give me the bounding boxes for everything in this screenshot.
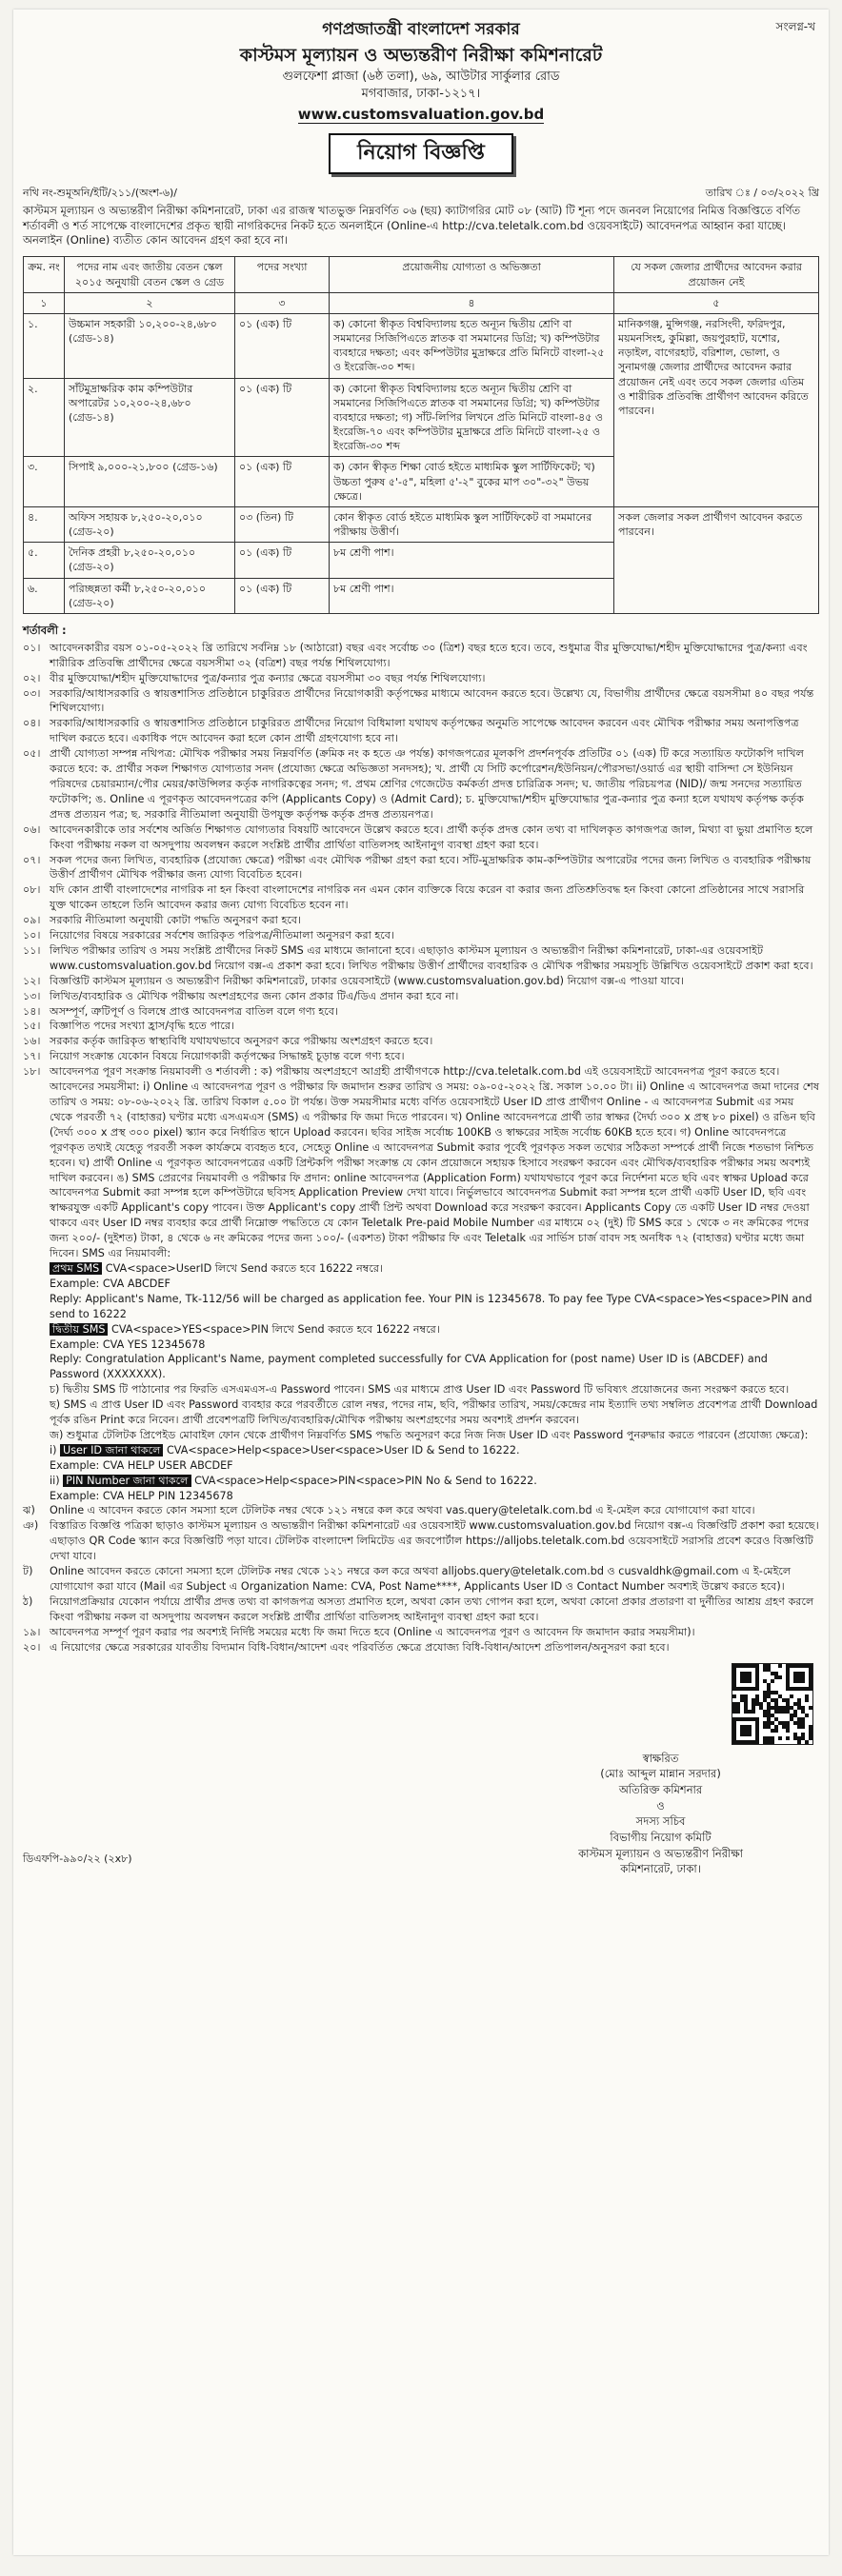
row-serial: ১. <box>24 313 65 378</box>
row-serial: ৫. <box>24 543 65 578</box>
condition-item-text: যদি কোন প্রার্থী বাংলাদেশের নাগরিক না হন কিংবা বাংলাদেশের নাগরিক নন এমন কোন ব্যক্তিকে বিয়ে করেন বা করার জন্য প্রতিশ্রুতিবদ্ধ হন কিংবা কোনো প্রতিষ্ঠানের সাথে সরাসরি যুক্ত থাকেন তাহলে তিনি আবেদন করার জন্য যোগ্য বিবেচিত হবেন না। <box>50 883 805 912</box>
condition-item-text: লিখিত/ব্যবহারিক ও মৌখিক পরীক্ষায় অংশগ্রহণের জন্য কোন প্রকার টিএ/ডিএ প্রদান করা হবে না। <box>50 989 459 1002</box>
final-conditions <box>13 1625 829 1655</box>
condition-item-text: আবেদনপত্র পূরণ সংক্রান্ত নিয়মাবলী ও শর্তাবলী : ক) পরীক্ষায় অংশগ্রহণে আগ্রহী প্রার্থীগণকে http://cva.teletalk.com.bd এই ওয়েবসাইটে আবেদনপত্র পূরণ করতে হবে। আবেদনের সময়সীমা: i) Online এ আবেদনপত্র পূরণ ও পরীক্ষার ফি জমাদান শুরুর তারিখ ও সময়: ০৯-০৫-২০২২ খ্রি. সকাল ১০.০০ টা। ii) Online এ আবেদনপত্র জমা দানের শেষ তারিখ ও সময়: ০৮-০৬-২০২২ খ্রি. তারিখ বিকাল ৫.০০ টা পর্যন্ত। উক্ত সময়সীমার মধ্যে বর্ণিত ওয়েবসাইটে User ID প্রাপ্ত প্রার্থীগণ Online - এ আবেদনপত্র Submit এর সময় থেকে পরবর্তী ৭২ (বাহাত্তর) ঘণ্টার মধ্যে এসএমএস (SMS) এ পরীক্ষার ফি জমা দিতে পারবেন। খ) Online আবেদনপত্রে প্রার্থী তার স্বাক্ষর (দৈর্ঘ্য ৩০০ x প্রস্থ ৮০ pixel) ও রঙিন ছবি (দৈর্ঘ্য ৩০০ x প্রস্থ ৩০০ pixel) স্ক্যান করে নির্ধারিত স্থানে Upload করবেন। ছবির সাইজ সর্বোচ্চ 100KB ও স্বাক্ষরের সাইজ সর্বোচ্চ 60KB হতে হবে। গ) Online আবেদনপত্রে পূরণকৃত তথ্যই যেহেতু পরবর্তী সকল কার্যক্রমে ব্যবহৃত হবে, সেহেতু Online এ আবেদনপত্র Submit করার পূর্বেই পূরণকৃত সকল তথ্যের সঠিকতা সম্পর্কে প্রার্থী নিজে শতভাগ নিশ্চিত হবেন। ঘ) প্রার্থী Online এ পূরণকৃত আবেদনপত্রের একটি প্রিন্টকপি পরীক্ষা সংক্রান্ত যে কোন প্রয়োজনে সহায়ক হিসাবে সংরক্ষণ করবেন এবং মৌখিক/ব্যবহারিক পরীক্ষার সময় অবশ্যই দাখিল করবেন। ঙ) SMS প্রেরণের নিয়মাবলী ও পরীক্ষার ফি প্রদান: online আবেদনপত্র (Application Form) যথাযথভাবে পূরণ করে নির্দেশনা মতে ছবি এবং স্বাক্ষর Upload করে আবেদনপত্র Submit করা সম্পন্ন হলে কম্পিউটারে ছবিসহ Application Preview দেখা যাবে। নির্ভুলভাবে আবেদনপত্র Submit করা সম্পন্ন হলে প্রার্থী একটি User ID, ছবি এবং স্বাক্ষরযুক্ত একটি Applicant's copy পাবেন। উক্ত Applicant's copy প্রার্থী প্রিন্ট অথবা Download করে সংরক্ষণ করবেন। Applicants Copy তে একটি User ID নম্বর দেওয়া থাকবে এবং User ID নম্বর ব্যবহার করে প্রার্থী নিম্নোক্ত পদ্ধতিতে যে কোন Teletalk Pre-paid Mobile Number এর মাধ্যমে ০২ (দুই) টি SMS করে ১ থেকে ৩ নং ক্রমিকের পদের জন্য ২০০/- (দুইশত) টাকা, ৪ থেকে ৬ নং ক্রমিকের পদের জন্য ১০০/- (একশত) টাকা পরীক্ষার ফি এবং Teletalk এর সার্ভিস চার্জ বাবদ সহ অনধিক ৭২ (বাহাত্তর) ঘণ্টার মধ্যে জমা দিবেন। SMS এর নিয়মাবলী: <box>50 1065 820 1260</box>
sms-note-password: চ) দ্বিতীয় SMS টি পাঠানোর পর ফিরতি এসএমএস-এ Password পাবেন। SMS এর মাধ্যমে প্রাপ্ত User ID এবং Password টি ভবিষ্যৎ প্রয়োজনের জন্য সংরক্ষণ করতে হবে। <box>50 1383 790 1397</box>
col-header-excluded-districts: যে সকল জেলার প্রার্থীদের আবেদন করার প্রয়োজন নেই <box>614 257 819 292</box>
address-line-1: গুলফেশা প্লাজা (৬ষ্ঠ তলা), ৬৯, আউটার সার্কুলার রোড <box>282 69 560 84</box>
pin-recovery-command: CVA<space>Help<space>PIN<space>PIN No & Send to 16222. <box>194 1474 537 1487</box>
row-post: উচ্চমান সহকারী ১০,২০০-২৪,৬৮০ (গ্রেড-১৪) <box>65 313 235 378</box>
conditions-title: শর্তাবলী : <box>23 623 67 637</box>
memo-date: তারিখ ঃ / ০৩/২০২২ খ্রি <box>705 186 819 199</box>
instruction-item-text: Online আবেদন করতে কোনো সমস্যা হলে টেলিটক নম্বর থেকে ১২১ নম্বরে কল করে অথবা alljobs.query@teletalk.com.bd ও cusvaldhk@gmail.com এ ই-মেইলে যোগাযোগ করা যাবে (Mail এর Subject এ Organization Name: CVA, Post Name****, Applicants User ID ও Contact Number অবশ্যই উল্লেখ করতে হবে)। <box>50 1565 792 1593</box>
row-excluded-districts: মানিকগঞ্জ, মুন্সিগঞ্জ, নরসিংদী, ফরিদপুর, ময়মনসিংহ, কুমিল্লা, জয়পুরহাট, যশোর, নড়াইল, বাগেরহাট, বরিশাল, ভোলা, ও সুনামগঞ্জ জেলার প্রার্থীদের আবেদন করার প্রয়োজন নেই এবং তবে সকল জেলার এতিম ও শারীরিক প্রতিবন্ধি প্রার্থীগণ আবেদন করিতে পারবেন। <box>614 313 819 506</box>
instruction-item-text: নিয়োগপ্রক্রিয়ার যেকোন পর্যায়ে প্রার্থীর প্রদত্ত তথ্য বা কাগজপত্র অসত্য প্রমাণিত হলে, অথবা কোন তথ্য গোপন করা হলে, অথবা কোনো প্রকার প্রতারণা বা দুর্নীতির আশ্রয় গ্রহণ করলে কিংবা পরীক্ষায় নকল বা অসদুপায় অবলম্বন করলে সংশ্লিষ্ট প্রার্থীর প্রার্থিতা বাতিলসহ আইনানুগ ব্যবস্থা গ্রহণ করা হবে। <box>50 1595 814 1623</box>
row-post: সিপাই ৯,০০০-২১,৮০০ (গ্রেড-১৬) <box>65 457 235 507</box>
condition-item-number: ১৭। <box>23 1050 41 1063</box>
condition-item <box>23 1019 819 1034</box>
condition-item-text: এ নিয়োগের ক্ষেত্রে সরকারের যাবতীয় বিদ্যমান বিধি-বিধান/আদেশ এবং পরিবর্তিত ক্ষেত্রে প্রযোজ্য বিধি-বিধান/আদেশ প্রতিপালন/অনুসরণ করা হবে। <box>50 1640 670 1654</box>
condition-item-number: ০৭। <box>23 853 41 866</box>
instruction-item <box>23 1564 819 1595</box>
signatory-name: (মোঃ আব্দুল মান্নান সরদার) <box>600 1767 721 1781</box>
condition-item-text: বীর মুক্তিযোদ্ধা/শহীদ মুক্তিযোদ্ধাদের পুত্র/কন্যার পুত্র কন্যার ক্ষেত্রে বয়সসীমা ৩০ বছর পর্যন্ত শিথিলযোগ্য। <box>50 671 486 684</box>
userid-recovery-command: CVA<space>Help<space>User<space>User ID & Send to 16222. <box>167 1443 520 1456</box>
first-sms-label: প্রথম SMS <box>50 1262 102 1275</box>
row-post: পরিচ্ছন্নতা কর্মী ৮,২৫০-২০,০১০ (গ্রেড-২০) <box>65 578 235 613</box>
condition-item <box>23 641 819 671</box>
condition-item <box>23 1064 819 1261</box>
sms-note-admit-card: ছ) SMS এ প্রাপ্ত User ID এবং Password ব্যবহার করে পরবর্তীতে রোল নম্বর, পদের নাম, ছবি, পরীক্ষার তারিখ, সময়/কেন্দ্রের নাম ইত্যাদি তথ্য সম্বলিত প্রবেশপত্র প্রার্থী Download পূর্বক রঙিন Print করে নিবেন। প্রার্থী প্রবেশপত্রটি লিখিত/ব্যবহারিক/মৌখিক পরীক্ষায় অংশগ্রহণের সময় অবশ্যই প্রদর্শন করবেন। <box>50 1398 818 1427</box>
row-count: ০১ (এক) টি <box>235 578 330 613</box>
condition-item-number: ০৯। <box>23 914 41 927</box>
condition-item-number: ০৩। <box>23 686 41 700</box>
pin-recovery-example: Example: CVA HELP PIN 12345678 <box>50 1489 233 1502</box>
condition-item-text: সরকার কর্তৃক জারিকৃত স্বাস্থ্যবিধি যথাযথভাবে অনুসরণ করে পরীক্ষায় অংশগ্রহণ করতে হবে। <box>50 1035 433 1048</box>
instruction-item-number: ঠ) <box>23 1595 33 1608</box>
first-sms-reply: Reply: Applicant's Name, Tk-112/56 will be charged as application fee. Your PIN is 12345678. To pay fee Type CVA<space>Yes<space>PIN and send to 16222 <box>50 1292 812 1320</box>
condition-item-number: ০৪। <box>23 717 41 730</box>
second-sms-command: CVA<space>YES<space>PIN লিখে Send করতে হবে 16222 নম্বরে। <box>111 1322 440 1336</box>
condition-item <box>23 822 819 853</box>
condition-item <box>23 686 819 717</box>
condition-item <box>23 882 819 913</box>
pin-recovery-label: PIN Number জানা থাকলে <box>63 1475 190 1487</box>
condition-item <box>23 943 819 974</box>
condition-item <box>23 746 819 822</box>
row-count: ০১ (এক) টি <box>235 378 330 457</box>
column-number-row <box>24 292 819 313</box>
col-number: ৫ <box>614 292 819 313</box>
condition-item-number: ০৫। <box>23 747 41 761</box>
condition-item-text: বিজ্ঞাপিত পদের সংখ্যা হ্রাস/বৃদ্ধি হতে পারে। <box>50 1020 234 1033</box>
table-row <box>24 506 819 542</box>
row-qualification: কোন স্বীকৃত বোর্ড হইতে মাধ্যমিক স্কুল সার্টিফিকেট বা সমমানের পরীক্ষায় উত্তীর্ণ। <box>330 506 614 542</box>
condition-item <box>23 1625 819 1640</box>
bottom-area <box>13 1655 829 1874</box>
row-count: ০১ (এক) টি <box>235 457 330 507</box>
first-sms-command: CVA<space>UserID লিখে Send করতে হবে 16222 নম্বরে। <box>105 1261 384 1275</box>
row-post: সাঁটমুদ্রাক্ষরিক কাম কম্পিউটার অপারেটর ১০,২০০-২৪,৬৮০ (গ্রেড-১৪) <box>65 378 235 457</box>
row-count: ০১ (এক) টি <box>235 313 330 378</box>
signatory-role: অতিরিক্ত কমিশনার <box>618 1782 703 1796</box>
condition-item-text: প্রার্থী যোগ্যতা সম্পন্ন নথিপত্র: মৌখিক পরীক্ষার সময় নিম্নবর্ণিত (ক্রমিক নং ক হতে ঞ পর্যন্ত) কাগজপত্রের মূলকপি প্রদর্শনপূর্বক প্রতিটির ০১ (এক) টি করে সত্যায়িত ফটোকপি দাখিল করতে হবে: ক. প্রার্থীর সকল শিক্ষাগত যোগ্যতার সনদ (প্রযোজ্য ক্ষেত্রে অভিজ্ঞতা সনদসহ); খ. প্রার্থী যে সিটি কর্পোরেশন/ইউনিয়ন/পৌরসভা/ওয়ার্ড এর স্থায়ী বাসিন্দা সে ইউনিয়ন পরিষদের চেয়ারম্যান/পৌর মেয়র/কাউন্সিলর কর্তৃক নাগরিকত্বের সনদ; গ. প্রথম শ্রেণির গেজেটেড কর্মকর্তা প্রদত্ত চারিত্রিক সনদ; ঘ. জাতীয় পরিচয়পত্র (NID)/ জন্ম সনদের সত্যায়িত ফটোকপি; ঙ. Online এ পূরণকৃত আবেদনপত্রের কপি (Applicants Copy) ও (Admit Card); চ. মুক্তিযোদ্ধা/শহীদ মুক্তিযোদ্ধার পুত্র-কন্যার পুত্র কন্যা হলে যথাযথ কর্তৃপক্ষ কর্তৃক প্রদত্ত প্রত্যয়ন পত্র; ছ. সরকারি নীতিমালা অনুযায়ী উপযুক্ত কর্তৃপক্ষ কর্তৃক প্রদত্ত প্রত্যয়নপত্র। <box>50 747 804 821</box>
condition-item-number: ১৩। <box>23 989 41 1002</box>
condition-item <box>23 1640 819 1655</box>
condition-item-text: লিখিত পরীক্ষার তারিখ ও সময় সংশ্লিষ্ট প্রার্থীদের নিকট SMS এর মাধ্যমে জানানো হবে। এছাড়াও কাস্টমস মূল্যায়ন ও অভ্যন্তরীণ নিরীক্ষা কমিশনারেট, ঢাকা-এর ওয়েবসাইট www.customsvaluation.gov.bd নিয়োগ বক্স-এ প্রকাশ করা হবে। লিখিত পরীক্ষায় উত্তীর্ণ প্রার্থীদের ব্যবহারিক ও মৌখিক পরীক্ষার সময়সূচি উল্লিখিত ওয়েবসাইটে প্রকাশ করা হবে। <box>50 943 813 972</box>
signatory-role: সদস্য সচিব <box>635 1814 686 1829</box>
condition-item-text: সরকারি/আধাসরকারি ও স্বায়ত্তশাসিত প্রতিষ্ঠানে চাকুরিরত প্রার্থীদের নিয়োগকারী কর্তৃপক্ষের মাধ্যমে আবেদন করতে হবে। উল্লেখ্য যে, বিভাগীয় প্রার্থীদের ক্ষেত্রে বয়সসীমা ৪০ বছর পর্যন্ত শিথিলযোগ্য। <box>50 686 814 715</box>
condition-item-text: বিজ্ঞপ্তিটি কাস্টমস মূল্যায়ন ও অভ্যন্তরীণ নিরীক্ষা কমিশনারেট, ঢাকার ওয়েবসাইটে (www.customsvaluation.gov.bd) নিয়োগ বক্স-এ পাওয়া যাবে। <box>50 974 685 987</box>
row-post: অফিস সহায়ক ৮,২৫০-২০,০১০ (গ্রেড-২০) <box>65 506 235 542</box>
instruction-item-number: ঝ) <box>23 1504 35 1517</box>
row-serial: ৪. <box>24 506 65 542</box>
instruction-item-number: ঞ) <box>23 1519 39 1533</box>
signed-label: স্বাক্ষরিত <box>642 1751 679 1765</box>
row-excluded-districts: সকল জেলার সকল প্রার্থীগণ আবেদন করতে পারবেন। <box>614 506 819 613</box>
row-qualification: ক) কোন স্বীকৃত শিক্ষা বোর্ড হইতে মাধ্যমিক স্কুল সার্টিফিকেট; খ) উচ্চতা পুরুষ ৫'-৫", মহিলা ৫'-২" বুকের মাপ ৩০"-৩২" উভয় ক্ষেত্রে। <box>330 457 614 507</box>
condition-item <box>23 716 819 746</box>
row-serial: ৩. <box>24 457 65 507</box>
condition-item-number: ১৪। <box>23 1004 41 1018</box>
condition-item-number: ০২। <box>23 671 41 684</box>
col-number: ৩ <box>235 292 330 313</box>
condition-item-text: সকল পদের জন্য লিখিত, ব্যবহারিক (প্রযোজ্য ক্ষেত্রে) পরীক্ষা এবং মৌখিক পরীক্ষা গ্রহণ করা হবে। সাঁট-মুদ্রাক্ষরিক কাম-কম্পিউটার অপারেটর পদের জন্য লিখিত ও ব্যবহারিক পরীক্ষায় উত্তীর্ণ প্রার্থীগণ মৌখিক পরীক্ষার জন্য যোগ্য বিবেচিত হবেন। <box>50 853 812 882</box>
condition-item-number: ১৬। <box>23 1035 41 1048</box>
instruction-item <box>23 1503 819 1518</box>
instruction-item-text: Online এ আবেদন করতে কোন সমস্যা হলে টেলিটক নম্বর থেকে ১২১ নম্বরে কল করে অথবা vas.query@teletalk.com.bd এ ই-মেইল করে যোগাযোগ করা যাবে। <box>50 1504 755 1517</box>
condition-item <box>23 671 819 686</box>
condition-item-number: ০৬। <box>23 822 41 836</box>
sms-note-recovery: জ) শুধুমাত্র টেলিটক প্রিপেইড মোবাইল ফোন থেকে প্রার্থীগণ নিম্নবর্ণিত SMS পদ্ধতি অনুসরণ করে নিজ নিজ User ID এবং Password পুনরুদ্ধার করতে পারবেন (প্রযোজ্য ক্ষেত্রে): <box>50 1428 809 1441</box>
attachment-label: সংলগ্ন-খ <box>775 20 815 33</box>
instruction-item <box>23 1595 819 1625</box>
condition-item-number: ১০। <box>23 929 41 942</box>
col-header-post: পদের নাম এবং জাতীয় বেতন স্কেল ২০১৫ অনুযায়ী বেতন স্কেল ও গ্রেড <box>65 257 235 292</box>
header <box>13 10 829 180</box>
row-qualification: ৮ম শ্রেণী পাশ। <box>330 578 614 613</box>
signatory-role: কমিশনারেট, ঢাকা। <box>620 1862 701 1876</box>
government-name: গণপ্রজাতন্ত্রী বাংলাদেশ সরকার <box>322 20 520 39</box>
condition-item-text: আবেদনপত্র সম্পূর্ণ পূরণ করার পর অবশ্যই নির্দিষ্ট সময়ের মধ্যে ফি জমা দিতে হবে (Online এ আবেদনপত্র পূরণ ও আবেদন ফি জমাদান করার সময়সীমা)। <box>50 1625 695 1638</box>
condition-item-number: ০১। <box>23 641 41 654</box>
userid-recovery-example: Example: CVA HELP USER ABCDEF <box>50 1458 233 1472</box>
instruction-item-number: ট) <box>23 1565 33 1578</box>
row-count: ০১ (এক) টি <box>235 543 330 578</box>
instruction-item-text: বিস্তারিত বিজ্ঞপ্তি পত্রিকা ছাড়াও কাস্টমস মূল্যায়ন ও অভ্যন্তরীণ নিরীক্ষা কমিশনারেট এর ওয়েবসাইট www.customsvaluation.gov.bd নিয়োগ বক্স-এ বিজ্ঞপ্তিটি প্রকাশ করা হয়েছে। এছাড়াও QR Code স্ক্যান করে বিজ্ঞপ্তিটি পড়া যাবে। টেলিটক বাংলাদেশ লিমিটেড এর জবপোর্টাল https://alljobs.teletalk.com.bd ওয়েবসাইটে সরাসরি প্রবেশ করেও বিজ্ঞপ্তিটি দেখা যাবে। <box>50 1519 819 1563</box>
dfp-code: ডিএফপি-৯৯০/২২ (২x৮) <box>23 1853 132 1866</box>
row-qualification: ৮ম শ্রেণী পাশ। <box>330 543 614 578</box>
address-line-2: মগবাজার, ঢাকা-১২১৭। <box>361 86 481 101</box>
office-name: কাস্টমস মূল্যায়ন ও অভ্যন্তরীণ নিরীক্ষা কমিশনারেট <box>239 45 603 67</box>
memo-line <box>13 186 829 200</box>
condition-item-text: সরকারি/আধাসরকারি ও স্বায়ত্তশাসিত প্রতিষ্ঠানে চাকুরিরত প্রার্থীদের নিয়োগ বিধিমালা যথাযথ কর্তৃপক্ষের অনুমতি সাপেক্ষে আবেদন করবেন এবং মৌখিক পরীক্ষার সময় অনাপত্তিপত্র দাখিল করতে হবে। একাধিক পদে আবেদন করা হলে কোন প্রার্থী গ্রহণযোগ্য হবে না। <box>50 717 799 745</box>
col-header-serial: ক্রম. নং <box>24 257 65 292</box>
row-serial: ৬. <box>24 578 65 613</box>
col-number: ৪ <box>330 292 614 313</box>
col-header-count: পদের সংখ্যা <box>235 257 330 292</box>
signature-block <box>578 1751 743 1877</box>
signatory-and: ও <box>656 1798 665 1813</box>
second-sms-label: দ্বিতীয় SMS <box>50 1323 108 1336</box>
condition-item-number: ১১। <box>23 943 41 957</box>
condition-item <box>23 928 819 943</box>
condition-item <box>23 974 819 989</box>
row-qualification: ক) কোনো স্বীকৃত বিশ্ববিদ্যালয় হতে অন্যূন দ্বিতীয় শ্রেণি বা সমমানের সিজিপিএতে স্নাতক বা সমমানের ডিগ্রি; খ) কম্পিউটার ব্যবহারে দক্ষতা; গ) সাঁট-লিপির লিখনে প্রতি মিনিটে বাংলা-৪৫ ও ইংরেজি-৭০ এবং কম্পিউটার মুদ্রাক্ষরে প্রতি মিনিটে বাংলা-২৫ ও ইংরেজি-৩০ শব্দ <box>330 378 614 457</box>
condition-item-number: ১৮। <box>23 1065 41 1079</box>
posts-table <box>23 256 819 614</box>
signatory-role: কাস্টমস মূল্যায়ন ও অভ্যন্তরীণ নিরীক্ষা <box>578 1846 743 1860</box>
qr-code[interactable] <box>732 1663 813 1745</box>
intro-paragraph: কাস্টমস মূল্যায়ন ও অভ্যন্তরীণ নিরীক্ষা কমিশনারেট, ঢাকা এর রাজস্ব খাতভুক্ত নিম্নবর্ণিত ০৬ (ছয়) ক্যাটাগরির মোট ০৮ (আট) টি শূন্য পদে জনবল নিয়োগের নিমিত্ত বিজ্ঞপ্তিতে বর্ণিত শর্তাবলী ও শর্ত সাপেক্ষে বাংলাদেশের প্রকৃত স্থায়ী নাগরিকদের নিকট হতে অনলাইনে (Online-এ http://cva.teletalk.com.bd ওয়েবসাইটে) আবেদনপত্র আহ্বান করা যাচ্ছে। অনলাইন (Online) ব্যতীত কোন আবেদন গ্রহণ করা হবে না। <box>23 203 801 248</box>
sms-instructions: প্রথম SMS CVA<space>UserID লিখে Send করতে হবে 16222 নম্বরে। Example: CVA ABCDEF Reply: Applicant's Name, Tk-112/56 will be charged as application fee. Your PIN is 12345678. To pay fee Type CVA<space>Yes<space>PIN and send to 16222 দ্বিতীয় SMS CVA<space>YES<space>PIN লিখে Send করতে হবে 16222 নম্বরে। Example: CVA YES 12345678 Reply: Congratulation Applicant's Name, payment completed successfully for CVA Application for (post name) User ID is (ABCDEF) and Password (XXXXXXX). চ) দ্বিতীয় SMS টি পাঠানোর পর ফিরতি এসএমএস-এ Password পাবেন। SMS এর মাধ্যমে প্রাপ্ত User ID এবং Password টি ভবিষ্যৎ প্রয়োজনের জন্য সংরক্ষণ করতে হবে। ছ) SMS এ প্রাপ্ত User ID এবং Password ব্যবহার করে পরবর্তীতে রোল নম্বর, পদের নাম, ছবি, পরীক্ষার তারিখ, সময়/কেন্দ্রের নাম ইত্যাদি তথ্য সম্বলিত প্রবেশপত্র প্রার্থী Download পূর্বক রঙিন Print করে নিবেন। প্রার্থী প্রবেশপত্রটি লিখিত/ব্যবহারিক/মৌখিক পরীক্ষায় অংশগ্রহণের সময় অবশ্যই প্রদর্শন করবেন। জ) শুধুমাত্র টেলিটক প্রিপেইড মোবাইল ফোন থেকে প্রার্থীগণ নিম্নবর্ণিত SMS পদ্ধতি অনুসরণ করে নিজ নিজ User ID এবং Password পুনরুদ্ধার করতে পারবেন (প্রযোজ্য ক্ষেত্রে): i) User ID জানা থাকলে CVA<space>Help<space>User<space>User ID & Send to 16222. Example: CVA HELP USER ABCDEF ii) PIN Number জানা থাকলে CVA<space>Help<space>PIN<space>PIN No & Send to 16222. Example: CVA HELP PIN 12345678 <box>13 1261 829 1504</box>
table-row <box>24 313 819 378</box>
row-qualification: ক) কোনো স্বীকৃত বিশ্ববিদ্যালয় হতে অন্যূন দ্বিতীয় শ্রেণি বা সমমানের সিজিপিএতে স্নাতক বা সমমানের ডিগ্রি; খ) কম্পিউটার ব্যবহারে দক্ষতা; এবং কম্পিউটার মুদ্রাক্ষরে প্রতি মিনিটে বাংলা-২৫ ও ইংরেজি-৩০ শব্দ। <box>330 313 614 378</box>
condition-item-text: আবেদনকারীর বয়স ০১-০৫-২০২২ খ্রি তারিখে সর্বনিম্ন ১৮ (আঠারো) বছর এবং সর্বোচ্চ ৩০ (ত্রিশ) বছর হতে হবে। তবে, শুধুমাত্র বীর মুক্তিযোদ্ধা/শহীদ মুক্তিযোদ্ধাদের পুত্র/কন্যা এবং শারীরিক প্রতিবন্ধি প্রার্থীদের ক্ষেত্রে বয়সসীমা ৩২ (বত্রিশ) বছর পর্যন্ত শিথিলযোগ্য। <box>50 641 808 669</box>
col-number: ১ <box>24 292 65 313</box>
condition-item <box>23 913 819 928</box>
condition-item-text: নিয়োগ সংক্রান্ত যেকোন বিষয়ে নিয়োগকারী কর্তৃপক্ষের সিদ্ধান্তই চূড়ান্ত বলে গণ্য হবে। <box>50 1050 405 1063</box>
row-post: দৈনিক প্রহরী ৮,২৫০-২০,০১০ (গ্রেড-২০) <box>65 543 235 578</box>
second-sms-reply: Reply: Congratulation Applicant's Name, payment completed successfully for CVA Application for (post name) User ID is (ABCDEF) and Password (XXXXXXX). <box>50 1353 768 1381</box>
condition-item-number: ১৫। <box>23 1020 41 1033</box>
condition-item <box>23 1049 819 1064</box>
website-link[interactable]: www.customsvaluation.gov.bd <box>297 105 545 123</box>
condition-item <box>23 853 819 883</box>
condition-item <box>23 989 819 1004</box>
conditions-list <box>13 641 829 1261</box>
col-number: ২ <box>65 292 235 313</box>
userid-recovery-label: User ID জানা থাকলে <box>60 1444 163 1456</box>
first-sms-example: Example: CVA ABCDEF <box>50 1277 170 1290</box>
condition-item-number: ১২। <box>23 974 41 987</box>
condition-item <box>23 1004 819 1020</box>
signatory-role: বিভাগীয় নিয়োগ কমিটি <box>610 1830 712 1844</box>
condition-item-text: নিয়োগের বিষয়ে সরকারের সর্বশেষ জারিকৃত পরিপত্র/নীতিমালা অনুসরণ করা হবে। <box>50 929 395 942</box>
condition-item <box>23 1034 819 1049</box>
second-sms-example: Example: CVA YES 12345678 <box>50 1338 206 1351</box>
memo-reference: নথি নং-শুমূঅনি/ইটি/২১১/(অংশ-৬)/ <box>23 186 178 199</box>
condition-item-number: ২০। <box>23 1640 41 1654</box>
col-header-qualification: প্রয়োজনীয় যোগ্যতা ও অভিজ্ঞতা <box>330 257 614 292</box>
instruction-item <box>23 1518 819 1564</box>
extra-instructions <box>13 1503 829 1624</box>
condition-item-text: সরকারি নীতিমালা অনুযায়ী কোটা পদ্ধতি অনুসরণ করা হবে। <box>50 914 302 927</box>
row-count: ০৩ (তিন) টি <box>235 506 330 542</box>
condition-item-text: আবেদনকারীকে তার সর্বশেষ অর্জিত শিক্ষাগত যোগ্যতার বিষয়টি আবেদনে উল্লেখ করতে হবে। প্রার্থী কর্তৃক প্রদত্ত কোন তথ্য বা দাখিলকৃত কাগজপত্র জাল, মিথ্যা বা ভুয়া প্রমাণিত হলে কিংবা পরীক্ষায় নকল বা অসদুপায় অবলম্বন করলে সংশ্লিষ্ট প্রার্থীর প্রার্থিতা বাতিলসহ আইনানুগ ব্যবস্থা গ্রহণ করা হবে। <box>50 822 813 851</box>
advertisement-page <box>13 10 829 2555</box>
condition-item-number: ১৯। <box>23 1625 41 1638</box>
row-serial: ২. <box>24 378 65 457</box>
page-title: নিয়োগ বিজ্ঞপ্তি <box>329 133 513 173</box>
condition-item-number: ০৮। <box>23 883 41 897</box>
condition-item-text: অসম্পূর্ণ, ত্রুটিপূর্ণ ও বিলম্বে প্রাপ্ত আবেদনপত্র বাতিল বলে গণ্য হবে। <box>50 1004 338 1018</box>
